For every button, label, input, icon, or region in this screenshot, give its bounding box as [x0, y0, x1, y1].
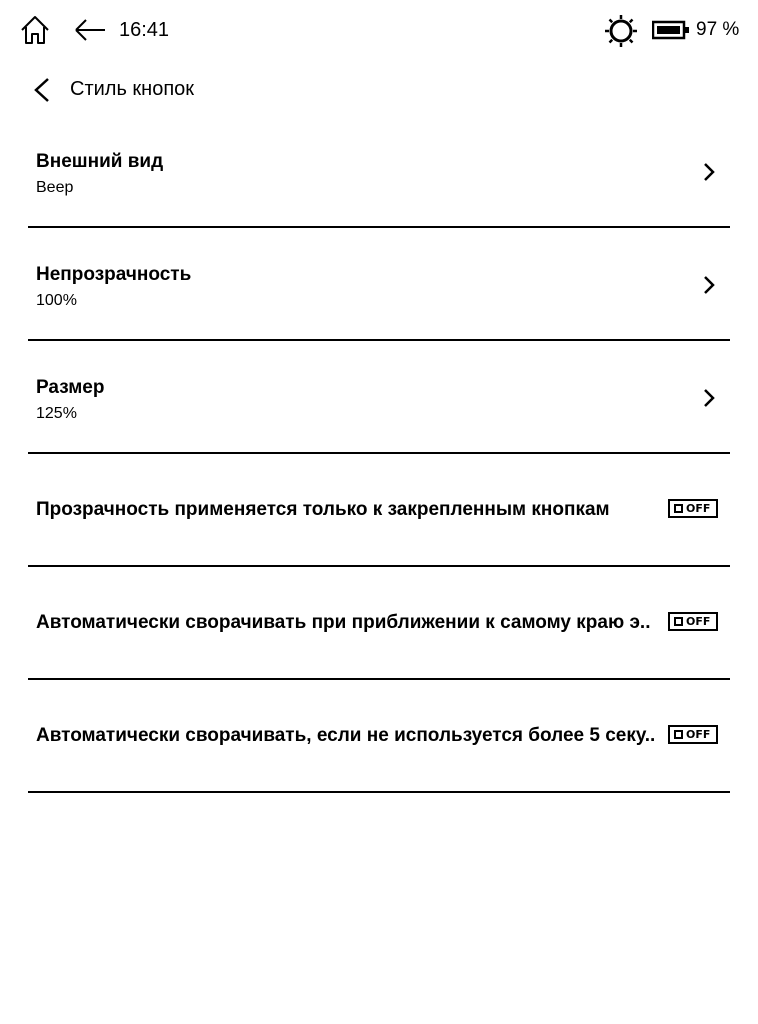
toggle-state: OFF [686, 727, 711, 741]
chevron-right-icon [702, 274, 716, 296]
home-icon[interactable] [18, 13, 52, 47]
setting-label: Автоматически сворачивать, если не используется более 5 секу.. [36, 725, 656, 746]
setting-title: Непрозрачность [36, 264, 192, 285]
setting-value: Веер [36, 179, 74, 196]
setting-label: Автоматически сворачивать при приближении к самому краю э.. [36, 612, 651, 633]
status-bar [0, 0, 758, 60]
toggle-switch[interactable] [668, 499, 718, 518]
setting-value: 125% [36, 405, 77, 422]
frontlight-icon[interactable] [604, 14, 638, 48]
setting-label: Прозрачность применяется только к закрепленным кнопкам [36, 499, 610, 520]
setting-auto-collapse-edge[interactable] [28, 567, 730, 680]
toggle-state: OFF [686, 614, 711, 628]
title-bar [0, 70, 758, 110]
setting-opacity[interactable] [28, 228, 730, 341]
toggle-switch[interactable] [668, 725, 718, 744]
setting-value: 100% [36, 292, 77, 309]
toggle-state: OFF [686, 501, 711, 515]
battery-icon [652, 20, 690, 40]
chevron-left-icon[interactable] [30, 76, 54, 104]
setting-transparency-pinned[interactable] [28, 454, 730, 567]
chevron-right-icon [702, 161, 716, 183]
setting-size[interactable] [28, 341, 730, 454]
setting-title: Внешний вид [36, 151, 164, 172]
checkbox-icon [674, 730, 683, 739]
battery-percent: 97 % [696, 19, 740, 40]
page-title: Стиль кнопок [70, 78, 195, 100]
setting-appearance[interactable] [28, 115, 730, 228]
setting-title: Размер [36, 377, 105, 398]
back-arrow-icon[interactable] [73, 16, 107, 44]
settings-list [28, 115, 730, 793]
setting-auto-collapse-idle[interactable] [28, 680, 730, 793]
chevron-right-icon [702, 387, 716, 409]
checkbox-icon [674, 504, 683, 513]
checkbox-icon [674, 617, 683, 626]
clock-time: 16:41 [119, 19, 170, 41]
toggle-switch[interactable] [668, 612, 718, 631]
